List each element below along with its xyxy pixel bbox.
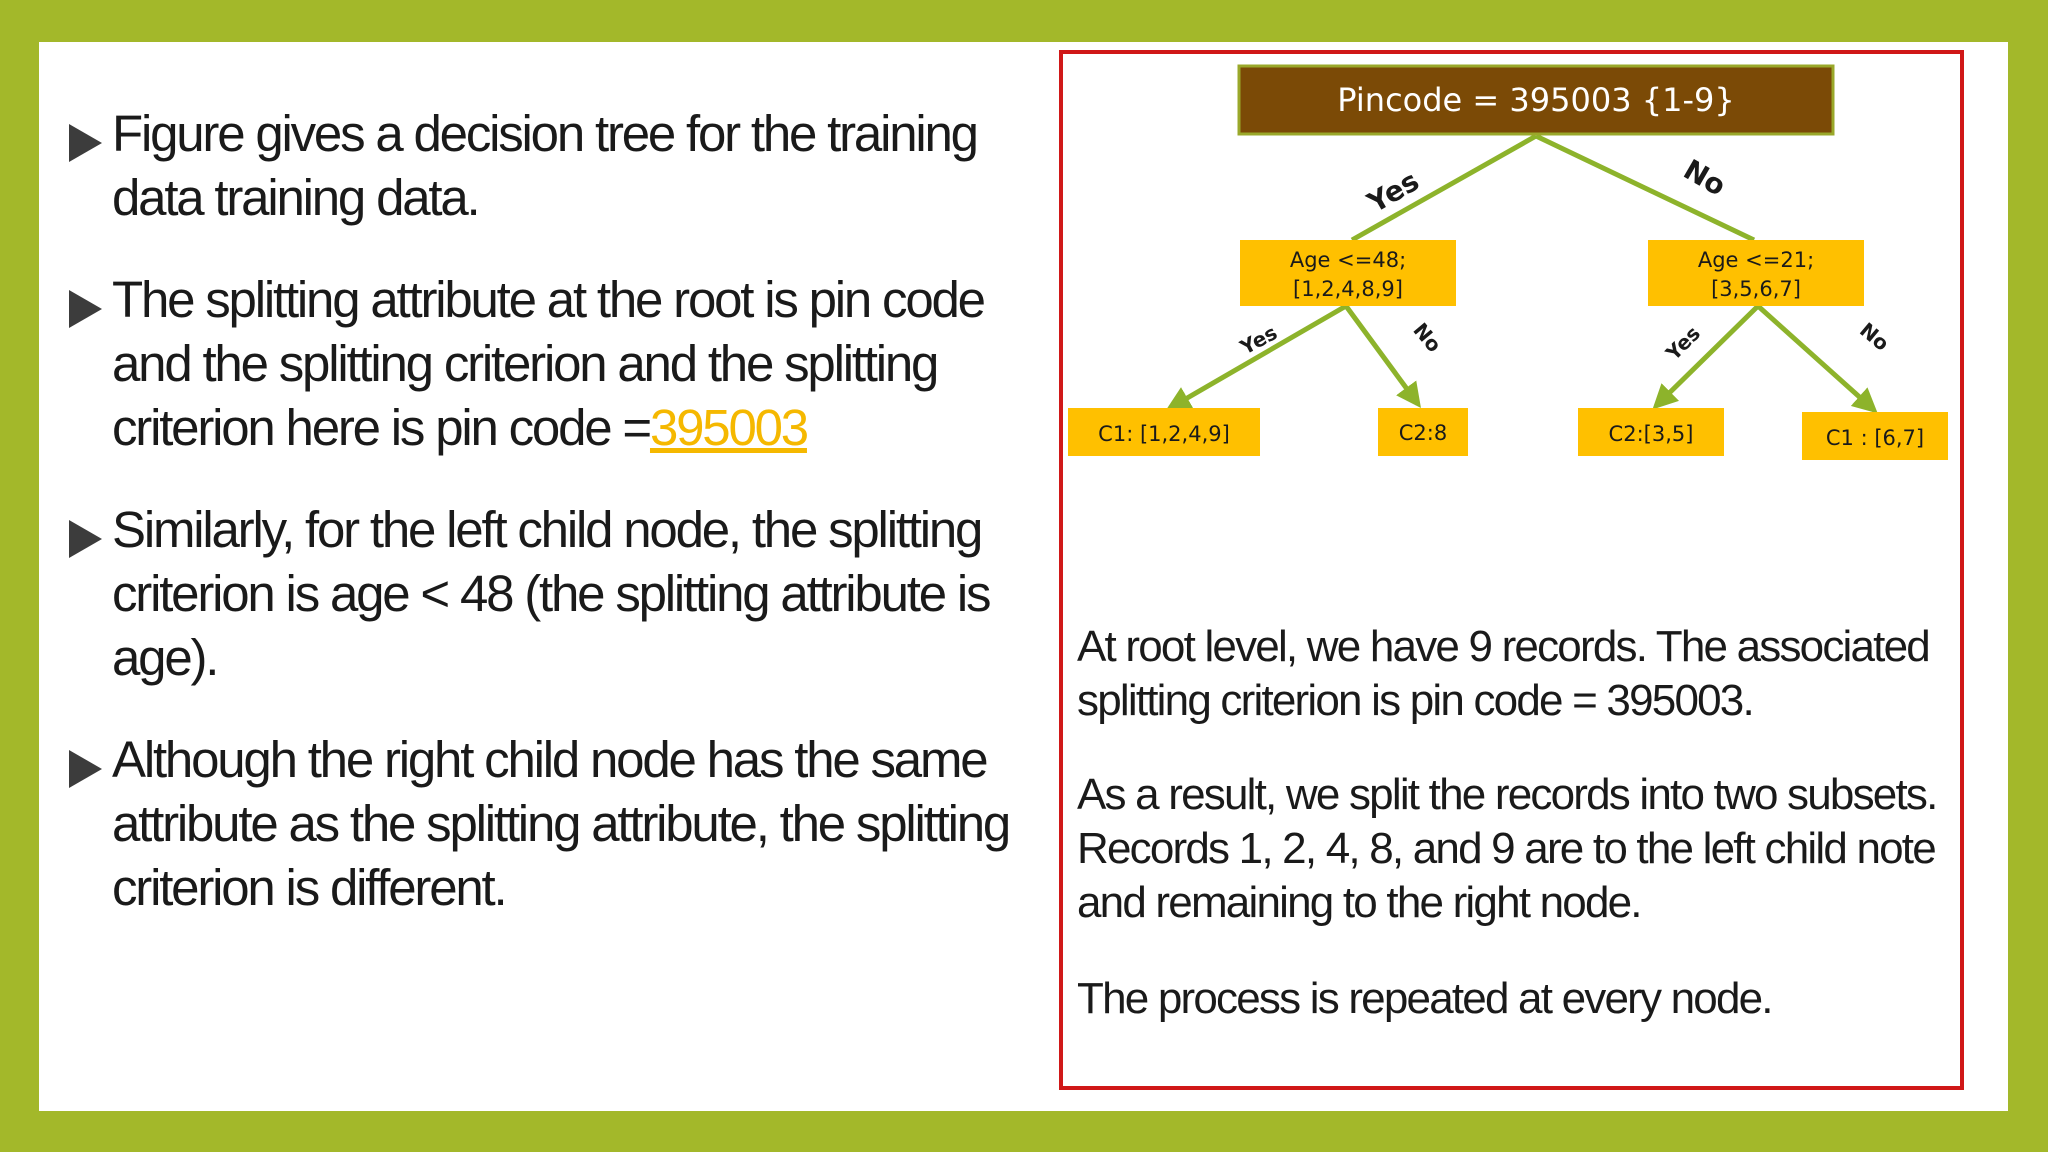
- left-yes-label: Yes: [1236, 320, 1282, 360]
- root-node-label: Pincode = 395003 {1-9}: [1337, 81, 1735, 119]
- left-child-condition: Age <=48;: [1289, 248, 1407, 272]
- root-yes-label: Yes: [1361, 164, 1425, 220]
- leaf-node-label: C1 : [6,7]: [1825, 426, 1925, 450]
- left-no-label: No: [1408, 318, 1447, 357]
- bullet-text-body: The splitting attribute at the root is pin code and the splitting criterion and the splitting criterion here is pin code =: [112, 271, 984, 456]
- edge-left-no: [1346, 306, 1418, 404]
- highlighted-pincode: 395003: [649, 399, 807, 456]
- bullet-text: Figure gives a decision tree for the training data training data.: [112, 105, 977, 226]
- left-child-records: [1,2,4,8,9]: [1293, 277, 1403, 301]
- bullet-text: Although the right child node has the same attribute as the splitting attribute, the splitting criterion is different.: [112, 731, 1010, 916]
- root-no-label: No: [1678, 152, 1732, 203]
- leaf-node-label: C2:[3,5]: [1608, 422, 1694, 446]
- right-child-condition: Age <=21;: [1697, 248, 1815, 272]
- leaf-node-label: C2:8: [1398, 421, 1448, 445]
- right-yes-label: Yes: [1661, 321, 1706, 366]
- edge-left-yes: [1170, 306, 1346, 408]
- explanation-paragraph: The process is repeated at every node.: [1077, 974, 1772, 1023]
- bullet-text: Similarly, for the left child node, the splitting criterion is age < 48 (the splitting attribute is age).: [112, 501, 990, 686]
- leaf-node-label: C1: [1,2,4,9]: [1098, 422, 1230, 446]
- right-no-label: No: [1855, 317, 1894, 356]
- explanation-paragraph: As a result, we split the records into two subsets. Records 1, 2, 4, 8, and 9 are to the left child note and remaining to the right node.: [1077, 770, 1937, 927]
- explanation-paragraph: At root level, we have 9 records. The associated splitting criterion is pin code = 395003.: [1077, 622, 1929, 725]
- right-child-records: [3,5,6,7]: [1711, 277, 1801, 301]
- edge-right-no: [1758, 306, 1874, 410]
